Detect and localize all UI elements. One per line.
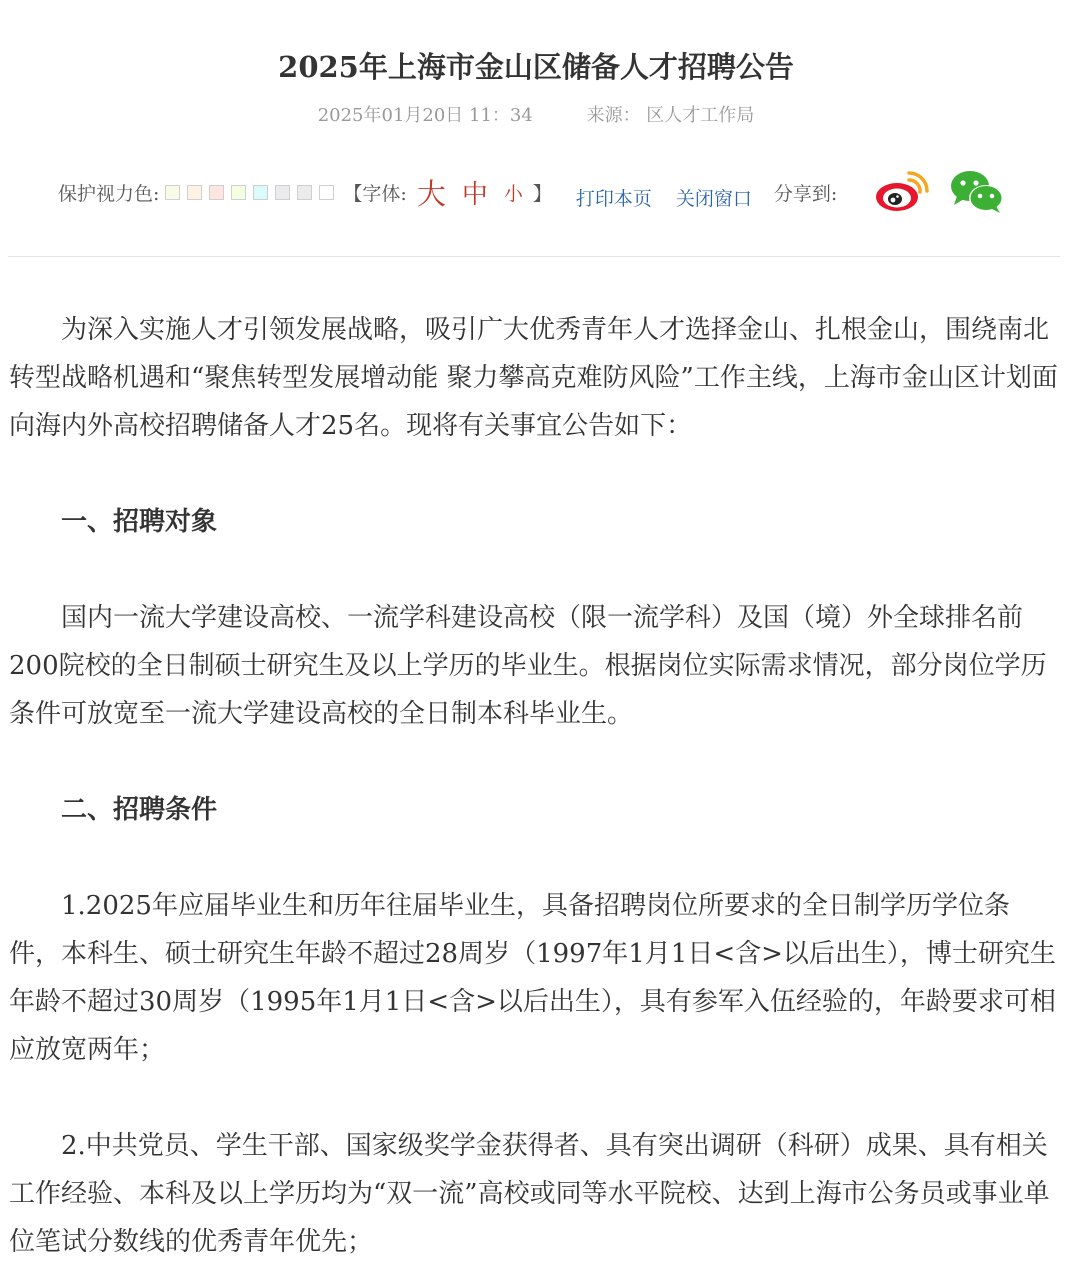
paragraph-spacer bbox=[9, 1074, 1061, 1122]
font-size-small-button[interactable]: 小 bbox=[503, 182, 523, 205]
article-toolbar bbox=[58, 170, 1005, 214]
share-label: 分享到: bbox=[773, 182, 838, 205]
eye-care-swatch-7[interactable] bbox=[297, 185, 312, 200]
section-heading-recruitment-target: 一、招聘对象 bbox=[61, 507, 218, 537]
section-heading-recruitment-conditions: 二、招聘条件 bbox=[61, 795, 218, 825]
paragraph-intro: 为深入实施人才引领发展战略，吸引广大优秀青年人才选择金山、扎根金山，围绕南北转型战略机遇和“聚焦转型发展增动能 聚力攀高克难防风险”工作主线，上海市金山区计划面向海内外高校招聘储备人才25名。现将有关事宜公告如下： bbox=[9, 315, 1058, 441]
eye-care-swatch-6[interactable] bbox=[275, 185, 290, 200]
eye-care-swatch-1[interactable] bbox=[165, 185, 180, 200]
paragraph-condition-2: 2.中共党员、学生干部、国家级奖学金获得者、具有突出调研（科研）成果、具有相关工作经验、本科及以上学历均为“双一流”高校或同等水平院校、达到上海市公务员或事业单位笔试分数线的优秀青年优先； bbox=[9, 1131, 1050, 1257]
eye-care-swatches bbox=[165, 185, 341, 200]
eye-care-swatch-5[interactable] bbox=[253, 185, 268, 200]
paragraph-condition-1: 1.2025年应届毕业生和历年往届毕业生，具备招聘岗位所要求的全日制学历学位条件，本科生、硕士研究生年龄不超过28周岁（1997年1月1日<含>以后出生），博士研究生年龄不超过30周岁（1995年1月1日<含>以后出生），具有参军入伍经验的，年龄要求可相应放宽两年； bbox=[9, 891, 1056, 1065]
weibo-icon[interactable] bbox=[873, 170, 929, 214]
eye-care-swatch-2[interactable] bbox=[187, 185, 202, 200]
eye-care-swatch-4[interactable] bbox=[231, 185, 246, 200]
article-meta bbox=[0, 102, 1072, 130]
header-divider bbox=[8, 256, 1060, 257]
page-title: 2025年上海市金山区储备人才招聘公告 bbox=[278, 50, 794, 84]
paragraph-recruitment-target: 国内一流大学建设高校、一流学科建设高校（限一流学科）及国（境）外全球排名前200院校的全日制硕士研究生及以上学历的毕业生。根据岗位实际需求情况，部分岗位学历条件可放宽至一流大学建设高校的全日制本科毕业生。 bbox=[9, 603, 1047, 729]
eye-care-swatch-8[interactable] bbox=[319, 185, 334, 200]
font-size-medium-button[interactable]: 中 bbox=[461, 179, 488, 210]
paragraph-spacer bbox=[9, 546, 1061, 594]
eye-care-label: 保护视力色: bbox=[58, 182, 160, 205]
paragraph-spacer bbox=[9, 450, 1061, 498]
article-source: 来源： 区人才工作局 bbox=[586, 105, 755, 126]
close-window-link[interactable]: 关闭窗口 bbox=[675, 187, 752, 210]
paragraph-spacer bbox=[9, 738, 1061, 786]
eye-care-swatch-3[interactable] bbox=[209, 185, 224, 200]
article-body bbox=[9, 306, 1061, 1266]
wechat-icon[interactable] bbox=[949, 169, 1005, 215]
publish-date: 2025年01月20日 11：34 bbox=[317, 105, 533, 126]
font-size-large-button[interactable]: 大 bbox=[416, 176, 446, 211]
print-page-link[interactable]: 打印本页 bbox=[575, 187, 652, 210]
font-size-label: 【字体: bbox=[343, 182, 407, 205]
font-size-bracket: 】 bbox=[532, 182, 552, 205]
paragraph-spacer bbox=[9, 834, 1061, 882]
